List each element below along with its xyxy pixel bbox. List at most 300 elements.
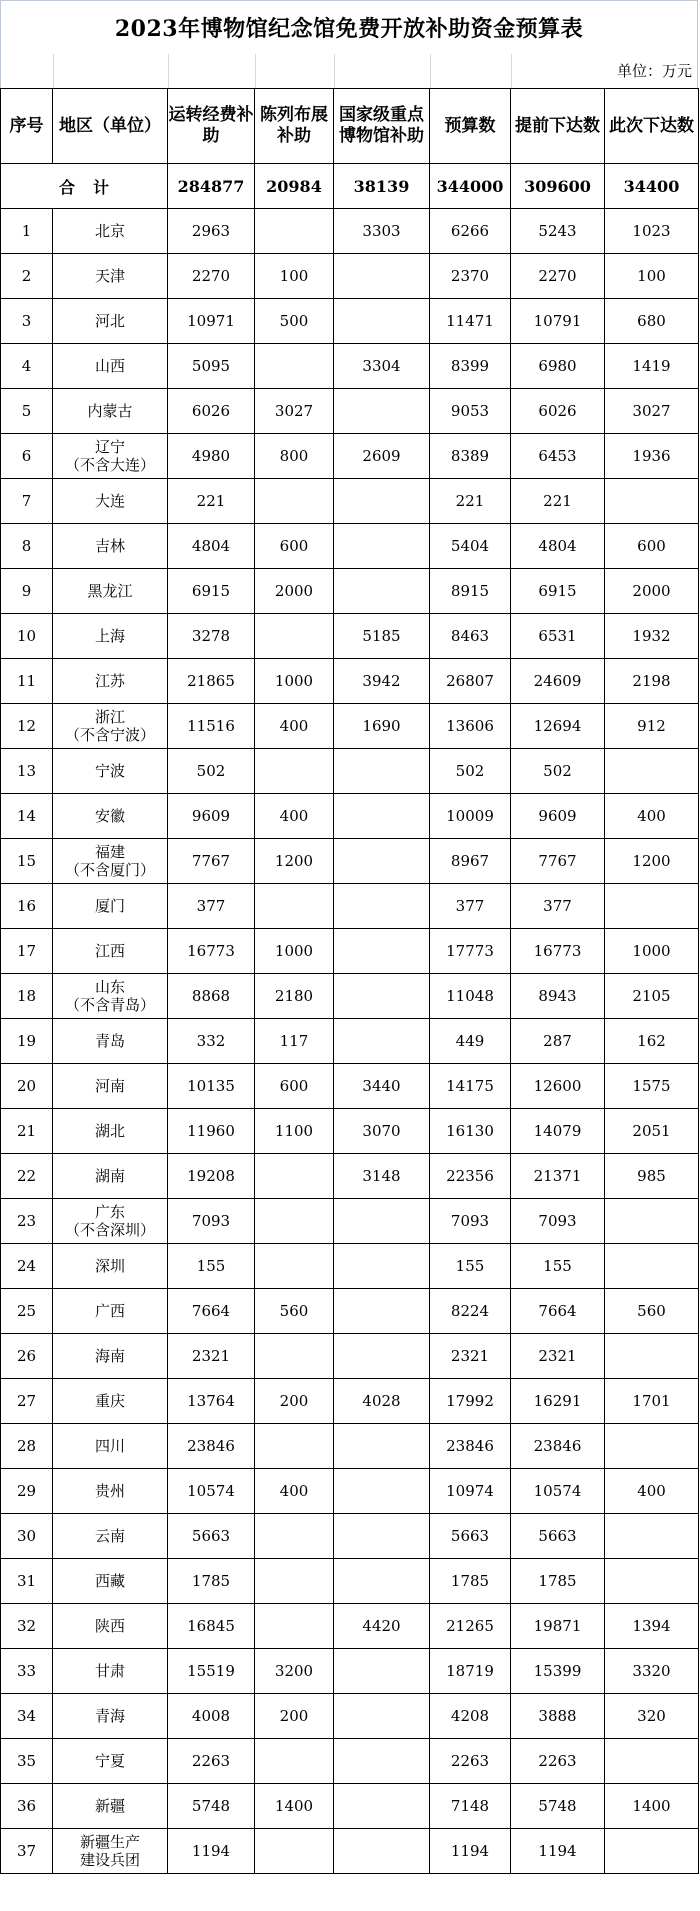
region-cell	[53, 524, 168, 569]
value-cell-yunzhuan: 13764	[168, 1379, 255, 1424]
value-cell-tiqian: 1194	[511, 1829, 605, 1874]
value-cell-chenlie	[255, 1154, 334, 1199]
value-cell-yusuan: 10009	[430, 794, 511, 839]
value-cell-chenlie: 2180	[255, 974, 334, 1019]
row-number-cell: 8	[1, 524, 53, 569]
value-cell-chenlie: 1400	[255, 1784, 334, 1829]
table-row	[1, 1469, 699, 1514]
value-cell-cici	[605, 1334, 699, 1379]
gridline	[334, 54, 335, 88]
value-cell-tiqian: 287	[511, 1019, 605, 1064]
region-name: 山西	[94, 357, 125, 375]
header-cell: 陈列布展补助	[255, 89, 334, 164]
spacer-row	[0, 54, 698, 88]
row-number-cell: 25	[1, 1289, 53, 1334]
region-cell	[53, 704, 168, 749]
value-cell-cici	[605, 1424, 699, 1469]
table-row	[1, 794, 699, 839]
value-cell-chenlie	[255, 209, 334, 254]
table-row	[1, 1244, 699, 1289]
value-cell-cici: 560	[605, 1289, 699, 1334]
value-cell-cici	[605, 1559, 699, 1604]
value-cell-yusuan: 1785	[430, 1559, 511, 1604]
region-cell	[53, 1604, 168, 1649]
value-cell-yunzhuan: 10135	[168, 1064, 255, 1109]
table-row	[1, 659, 699, 704]
region-name: 江苏	[94, 672, 125, 690]
row-number-cell: 37	[1, 1829, 53, 1874]
value-cell-cici	[605, 1514, 699, 1559]
value-cell-guojia	[334, 1739, 430, 1784]
table-row	[1, 749, 699, 794]
value-cell-guojia: 3303	[334, 209, 430, 254]
value-cell-tiqian: 1785	[511, 1559, 605, 1604]
value-cell-cici: 400	[605, 794, 699, 839]
region-note: （不含宁波）	[64, 726, 155, 744]
value-cell-tiqian: 19871	[511, 1604, 605, 1649]
table-row	[1, 1784, 699, 1829]
region-cell	[53, 1739, 168, 1784]
value-cell-yunzhuan: 8868	[168, 974, 255, 1019]
value-cell-chenlie: 1200	[255, 839, 334, 884]
region-name: 云南	[94, 1527, 125, 1545]
value-cell-tiqian: 23846	[511, 1424, 605, 1469]
region-name: 重庆	[94, 1392, 125, 1410]
row-number-cell: 16	[1, 884, 53, 929]
value-cell-cici	[605, 749, 699, 794]
row-number-cell: 2	[1, 254, 53, 299]
value-cell-yusuan: 6266	[430, 209, 511, 254]
region-cell	[53, 929, 168, 974]
region-cell	[53, 299, 168, 344]
region-note: 建设兵团	[79, 1851, 140, 1869]
region-cell	[53, 884, 168, 929]
value-cell-cici: 3320	[605, 1649, 699, 1694]
value-cell-yunzhuan: 11516	[168, 704, 255, 749]
value-cell-yusuan: 449	[430, 1019, 511, 1064]
value-cell-tiqian: 7093	[511, 1199, 605, 1244]
value-cell-cici: 912	[605, 704, 699, 749]
row-number-cell: 35	[1, 1739, 53, 1784]
gridline	[255, 54, 256, 88]
row-number-cell: 6	[1, 434, 53, 479]
value-cell-guojia	[334, 1019, 430, 1064]
row-number-cell: 36	[1, 1784, 53, 1829]
total-cell: 38139	[334, 164, 430, 209]
region-note: （不含深圳）	[64, 1221, 155, 1239]
row-number-cell: 33	[1, 1649, 53, 1694]
region-cell	[53, 569, 168, 614]
value-cell-yunzhuan: 4980	[168, 434, 255, 479]
value-cell-tiqian: 21371	[511, 1154, 605, 1199]
value-cell-yunzhuan: 19208	[168, 1154, 255, 1199]
header-cell: 运转经费补助	[168, 89, 255, 164]
value-cell-yusuan: 4208	[430, 1694, 511, 1739]
table-row	[1, 344, 699, 389]
table-row	[1, 254, 699, 299]
title-row	[0, 0, 698, 54]
table-row	[1, 1334, 699, 1379]
table-row	[1, 1649, 699, 1694]
value-cell-guojia	[334, 1424, 430, 1469]
table-row	[1, 614, 699, 659]
value-cell-tiqian: 5243	[511, 209, 605, 254]
value-cell-guojia	[334, 1649, 430, 1694]
value-cell-chenlie: 400	[255, 794, 334, 839]
region-name: 西藏	[94, 1572, 125, 1590]
value-cell-chenlie	[255, 614, 334, 659]
total-cell: 284877	[168, 164, 255, 209]
table-row	[1, 1514, 699, 1559]
value-cell-guojia	[334, 569, 430, 614]
table-row	[1, 1289, 699, 1334]
value-cell-tiqian: 7664	[511, 1289, 605, 1334]
value-cell-cici	[605, 1829, 699, 1874]
region-cell	[53, 254, 168, 299]
value-cell-tiqian: 3888	[511, 1694, 605, 1739]
row-number-cell: 14	[1, 794, 53, 839]
row-number-cell: 29	[1, 1469, 53, 1514]
value-cell-yunzhuan: 502	[168, 749, 255, 794]
row-number-cell: 5	[1, 389, 53, 434]
value-cell-cici	[605, 1199, 699, 1244]
table-row	[1, 299, 699, 344]
value-cell-tiqian: 24609	[511, 659, 605, 704]
value-cell-cici: 3027	[605, 389, 699, 434]
table-row	[1, 929, 699, 974]
value-cell-yusuan: 23846	[430, 1424, 511, 1469]
value-cell-cici: 1023	[605, 209, 699, 254]
region-cell	[53, 1379, 168, 1424]
value-cell-cici	[605, 1739, 699, 1784]
region-name: 大连	[94, 492, 125, 510]
value-cell-chenlie	[255, 1244, 334, 1289]
value-cell-yunzhuan: 2263	[168, 1739, 255, 1784]
row-number-cell: 21	[1, 1109, 53, 1154]
value-cell-cici: 1200	[605, 839, 699, 884]
value-cell-chenlie: 560	[255, 1289, 334, 1334]
region-name: 青岛	[94, 1032, 125, 1050]
table-row	[1, 704, 699, 749]
region-name: 广东	[94, 1203, 125, 1221]
region-name: 天津	[94, 267, 125, 285]
header-cell: 地区（单位）	[53, 89, 168, 164]
region-name: 上海	[94, 627, 125, 645]
value-cell-tiqian: 9609	[511, 794, 605, 839]
unit-label: 单位：万元	[616, 62, 692, 80]
region-cell	[53, 1064, 168, 1109]
row-number-cell: 15	[1, 839, 53, 884]
value-cell-chenlie	[255, 1424, 334, 1469]
region-cell	[53, 1559, 168, 1604]
table-row	[1, 1064, 699, 1109]
value-cell-yusuan: 17773	[430, 929, 511, 974]
row-number-cell: 32	[1, 1604, 53, 1649]
gridline	[511, 54, 512, 88]
region-cell	[53, 389, 168, 434]
value-cell-tiqian: 10791	[511, 299, 605, 344]
value-cell-tiqian: 4804	[511, 524, 605, 569]
value-cell-cici: 162	[605, 1019, 699, 1064]
region-note: （不含青岛）	[64, 996, 155, 1014]
value-cell-cici	[605, 884, 699, 929]
value-cell-yusuan: 17992	[430, 1379, 511, 1424]
row-number-cell: 31	[1, 1559, 53, 1604]
value-cell-tiqian: 2263	[511, 1739, 605, 1784]
value-cell-yusuan: 13606	[430, 704, 511, 749]
region-name: 厦门	[94, 897, 125, 915]
value-cell-yunzhuan: 16845	[168, 1604, 255, 1649]
table-row	[1, 1154, 699, 1199]
value-cell-yunzhuan: 15519	[168, 1649, 255, 1694]
region-name: 湖南	[94, 1167, 125, 1185]
value-cell-tiqian: 221	[511, 479, 605, 524]
row-number-cell: 23	[1, 1199, 53, 1244]
value-cell-chenlie: 117	[255, 1019, 334, 1064]
value-cell-chenlie: 600	[255, 524, 334, 569]
value-cell-yusuan: 155	[430, 1244, 511, 1289]
value-cell-yusuan: 2263	[430, 1739, 511, 1784]
table-row	[1, 1379, 699, 1424]
table-row	[1, 1694, 699, 1739]
value-cell-cici: 100	[605, 254, 699, 299]
row-number-cell: 26	[1, 1334, 53, 1379]
row-number-cell: 1	[1, 209, 53, 254]
region-cell	[53, 1469, 168, 1514]
value-cell-cici: 1000	[605, 929, 699, 974]
total-cell: 34400	[605, 164, 699, 209]
region-cell	[53, 209, 168, 254]
value-cell-tiqian: 10574	[511, 1469, 605, 1514]
value-cell-guojia: 4028	[334, 1379, 430, 1424]
value-cell-yunzhuan: 155	[168, 1244, 255, 1289]
value-cell-guojia	[334, 254, 430, 299]
region-cell	[53, 1109, 168, 1154]
region-cell	[53, 1244, 168, 1289]
table-row	[1, 839, 699, 884]
region-name: 深圳	[94, 1257, 125, 1275]
value-cell-yusuan: 8967	[430, 839, 511, 884]
value-cell-chenlie	[255, 1199, 334, 1244]
value-cell-chenlie	[255, 344, 334, 389]
gridline	[430, 54, 431, 88]
region-cell	[53, 1289, 168, 1334]
region-cell	[53, 1649, 168, 1694]
value-cell-yusuan: 5663	[430, 1514, 511, 1559]
region-cell	[53, 1154, 168, 1199]
region-name: 四川	[94, 1437, 125, 1455]
table-row	[1, 884, 699, 929]
region-cell	[53, 479, 168, 524]
value-cell-yusuan: 11048	[430, 974, 511, 1019]
value-cell-yunzhuan: 21865	[168, 659, 255, 704]
value-cell-yusuan: 21265	[430, 1604, 511, 1649]
value-cell-chenlie: 100	[255, 254, 334, 299]
region-name: 甘肃	[94, 1662, 125, 1680]
row-number-cell: 20	[1, 1064, 53, 1109]
value-cell-chenlie	[255, 1334, 334, 1379]
row-number-cell: 11	[1, 659, 53, 704]
table-row	[1, 974, 699, 1019]
value-cell-tiqian: 12694	[511, 704, 605, 749]
value-cell-yusuan: 8389	[430, 434, 511, 479]
value-cell-tiqian: 2321	[511, 1334, 605, 1379]
row-number-cell: 9	[1, 569, 53, 614]
value-cell-guojia	[334, 839, 430, 884]
value-cell-tiqian: 14079	[511, 1109, 605, 1154]
region-cell	[53, 1514, 168, 1559]
value-cell-yusuan: 22356	[430, 1154, 511, 1199]
value-cell-guojia	[334, 1514, 430, 1559]
value-cell-yusuan: 502	[430, 749, 511, 794]
value-cell-cici: 600	[605, 524, 699, 569]
region-cell	[53, 1784, 168, 1829]
region-name: 青海	[94, 1707, 125, 1725]
row-number-cell: 17	[1, 929, 53, 974]
value-cell-guojia	[334, 1334, 430, 1379]
value-cell-cici: 1936	[605, 434, 699, 479]
region-name: 海南	[94, 1347, 125, 1365]
table-row	[1, 569, 699, 614]
table-row	[1, 1739, 699, 1784]
value-cell-yunzhuan: 9609	[168, 794, 255, 839]
region-name: 新疆生产	[79, 1833, 140, 1851]
value-cell-guojia: 3440	[334, 1064, 430, 1109]
value-cell-chenlie: 400	[255, 1469, 334, 1514]
region-cell	[53, 1199, 168, 1244]
value-cell-chenlie: 200	[255, 1379, 334, 1424]
value-cell-yusuan: 5404	[430, 524, 511, 569]
region-cell	[53, 614, 168, 659]
value-cell-yusuan: 16130	[430, 1109, 511, 1154]
total-cell: 344000	[430, 164, 511, 209]
value-cell-tiqian: 5663	[511, 1514, 605, 1559]
value-cell-chenlie: 200	[255, 1694, 334, 1739]
value-cell-tiqian: 6980	[511, 344, 605, 389]
value-cell-tiqian: 12600	[511, 1064, 605, 1109]
table-row	[1, 1604, 699, 1649]
value-cell-guojia	[334, 749, 430, 794]
value-cell-guojia: 3942	[334, 659, 430, 704]
table-row	[1, 1109, 699, 1154]
value-cell-yunzhuan: 1194	[168, 1829, 255, 1874]
value-cell-chenlie: 1000	[255, 929, 334, 974]
region-cell	[53, 749, 168, 794]
value-cell-guojia	[334, 389, 430, 434]
region-name: 广西	[94, 1302, 125, 1320]
region-name: 山东	[94, 978, 125, 996]
value-cell-yunzhuan: 332	[168, 1019, 255, 1064]
value-cell-guojia	[334, 1244, 430, 1289]
value-cell-cici: 1394	[605, 1604, 699, 1649]
value-cell-cici	[605, 479, 699, 524]
value-cell-tiqian: 7767	[511, 839, 605, 884]
value-cell-tiqian: 8943	[511, 974, 605, 1019]
row-number-cell: 19	[1, 1019, 53, 1064]
value-cell-yunzhuan: 6915	[168, 569, 255, 614]
value-cell-tiqian: 377	[511, 884, 605, 929]
value-cell-cici: 1419	[605, 344, 699, 389]
region-cell	[53, 1334, 168, 1379]
value-cell-yusuan: 14175	[430, 1064, 511, 1109]
region-name: 宁波	[94, 762, 125, 780]
table-row	[1, 1424, 699, 1469]
value-cell-guojia	[334, 794, 430, 839]
region-name: 宁夏	[94, 1752, 125, 1770]
region-cell	[53, 839, 168, 884]
value-cell-cici: 2051	[605, 1109, 699, 1154]
region-name: 湖北	[94, 1122, 125, 1140]
total-cell: 20984	[255, 164, 334, 209]
value-cell-yunzhuan: 16773	[168, 929, 255, 974]
value-cell-guojia: 3070	[334, 1109, 430, 1154]
row-number-cell: 3	[1, 299, 53, 344]
total-cell: 309600	[511, 164, 605, 209]
region-name: 辽宁	[94, 438, 125, 456]
row-number-cell: 13	[1, 749, 53, 794]
table-row	[1, 479, 699, 524]
table-row	[1, 434, 699, 479]
region-cell	[53, 1694, 168, 1739]
value-cell-guojia: 1690	[334, 704, 430, 749]
value-cell-tiqian: 15399	[511, 1649, 605, 1694]
header-cell: 序号	[1, 89, 53, 164]
value-cell-chenlie	[255, 884, 334, 929]
header-cell: 国家级重点博物馆补助	[334, 89, 430, 164]
region-name: 安徽	[94, 807, 125, 825]
value-cell-yusuan: 377	[430, 884, 511, 929]
value-cell-cici: 320	[605, 1694, 699, 1739]
value-cell-tiqian: 155	[511, 1244, 605, 1289]
value-cell-cici: 1575	[605, 1064, 699, 1109]
header-cell: 提前下达数	[511, 89, 605, 164]
value-cell-cici: 985	[605, 1154, 699, 1199]
row-number-cell: 4	[1, 344, 53, 389]
header-row	[1, 89, 699, 164]
value-cell-cici: 1400	[605, 1784, 699, 1829]
value-cell-guojia	[334, 974, 430, 1019]
value-cell-cici: 2198	[605, 659, 699, 704]
value-cell-chenlie	[255, 1559, 334, 1604]
value-cell-guojia: 3304	[334, 344, 430, 389]
region-cell	[53, 344, 168, 389]
region-name: 新疆	[94, 1797, 125, 1815]
value-cell-yunzhuan: 1785	[168, 1559, 255, 1604]
value-cell-chenlie: 1100	[255, 1109, 334, 1154]
region-name: 吉林	[94, 537, 125, 555]
value-cell-cici	[605, 1244, 699, 1289]
value-cell-chenlie: 400	[255, 704, 334, 749]
value-cell-guojia: 3148	[334, 1154, 430, 1199]
value-cell-cici: 1701	[605, 1379, 699, 1424]
value-cell-guojia: 2609	[334, 434, 430, 479]
value-cell-chenlie: 3200	[255, 1649, 334, 1694]
gridline	[53, 54, 54, 88]
value-cell-guojia	[334, 1199, 430, 1244]
value-cell-yunzhuan: 2963	[168, 209, 255, 254]
value-cell-tiqian: 6026	[511, 389, 605, 434]
value-cell-yunzhuan: 7664	[168, 1289, 255, 1334]
value-cell-cici: 2105	[605, 974, 699, 1019]
value-cell-tiqian: 6531	[511, 614, 605, 659]
value-cell-yunzhuan: 2270	[168, 254, 255, 299]
value-cell-yusuan: 7093	[430, 1199, 511, 1244]
budget-table	[0, 88, 699, 1874]
value-cell-yunzhuan: 4008	[168, 1694, 255, 1739]
region-name: 江西	[94, 942, 125, 960]
region-cell	[53, 794, 168, 839]
value-cell-yunzhuan: 3278	[168, 614, 255, 659]
